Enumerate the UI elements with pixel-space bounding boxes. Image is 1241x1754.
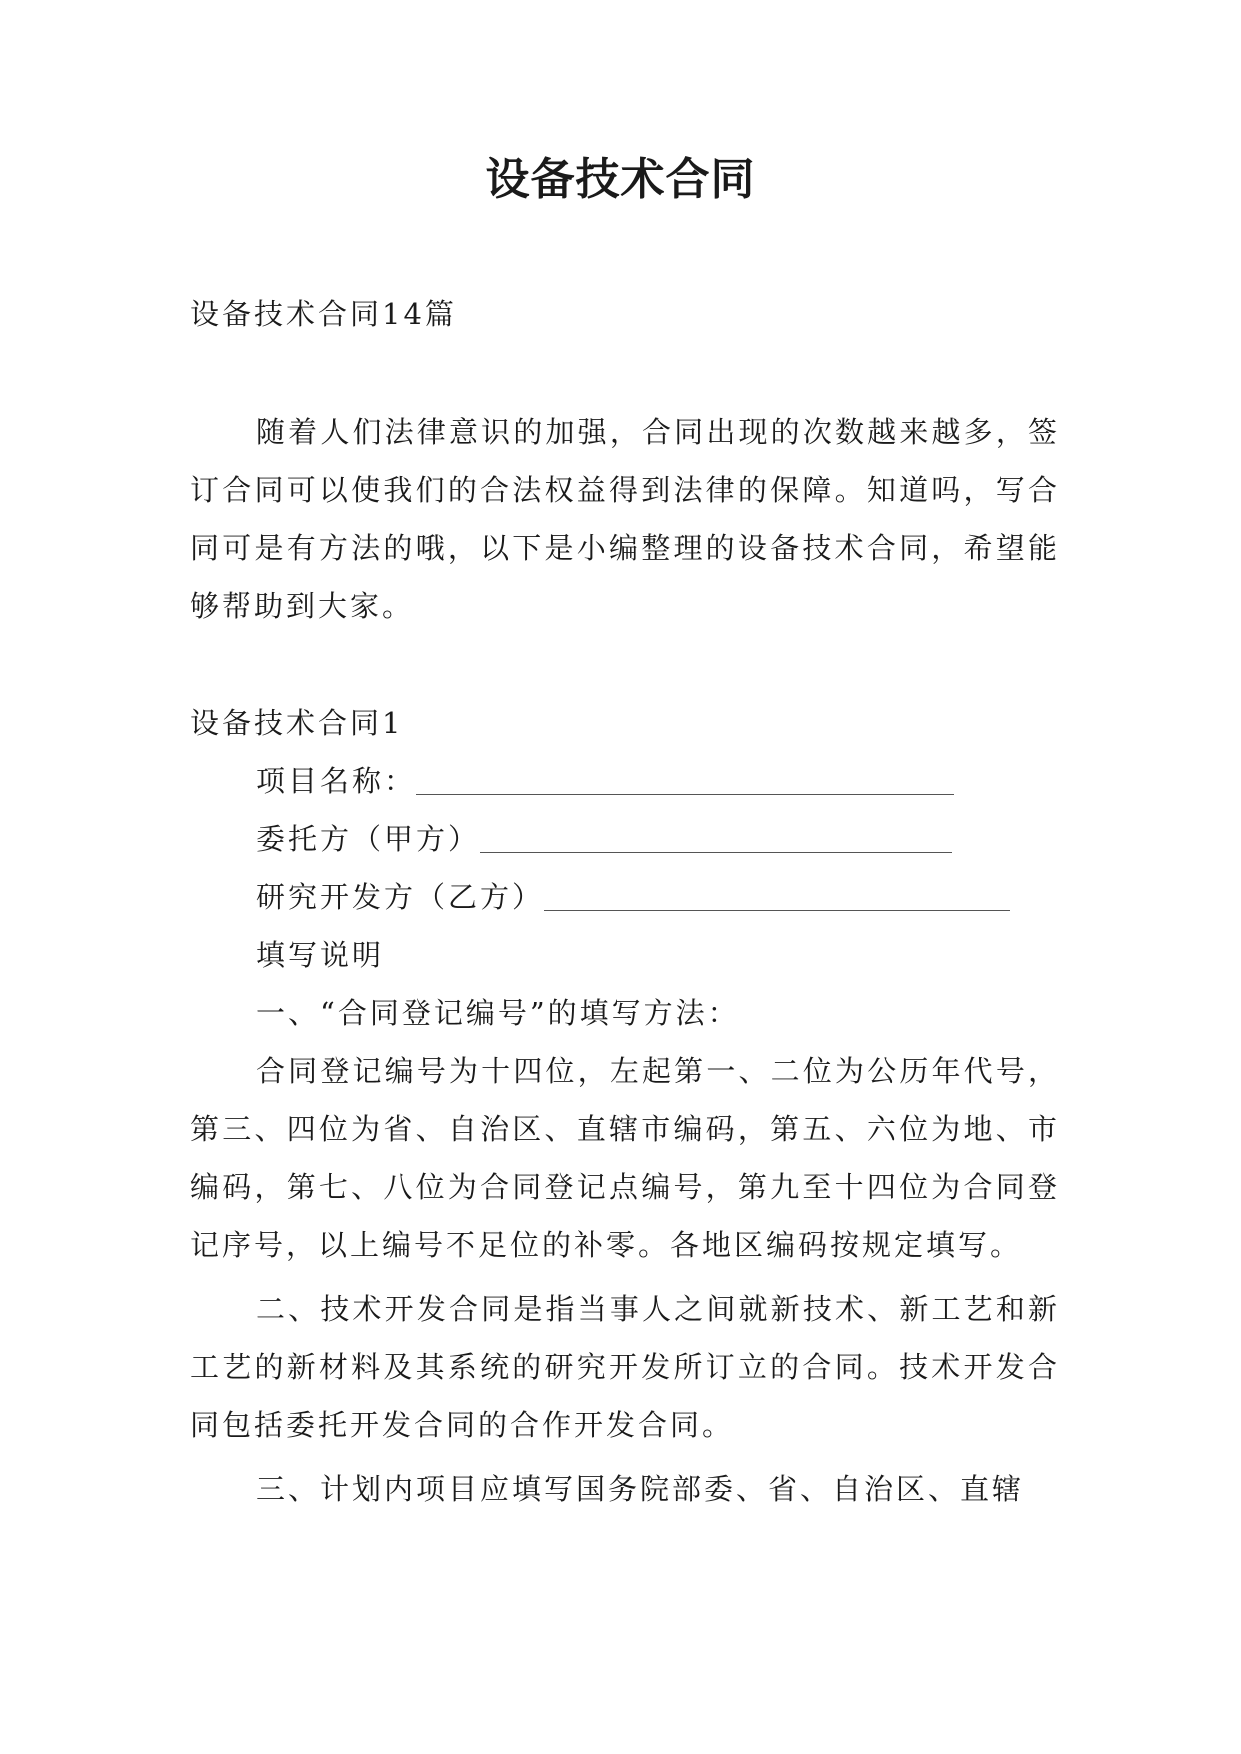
developer-label: 研究开发方（乙方） — [256, 880, 545, 914]
developer-blank[interactable] — [544, 876, 1010, 911]
section-heading: 设备技术合同1 — [190, 706, 404, 740]
item-3-body: 三、计划内项目应填写国务院部委、省、自治区、直辖 — [256, 1472, 1025, 1506]
client-blank[interactable] — [480, 818, 952, 853]
project-name-blank[interactable] — [416, 760, 954, 795]
document-title: 设备技术合同 — [485, 154, 756, 205]
contract-section-1 — [190, 694, 1060, 1518]
developer-row — [190, 868, 1060, 926]
project-name-row — [190, 752, 1060, 810]
item-2-body: 二、技术开发合同是指当事人之间就新技术、新工艺和新工艺的新材料及其系统的研究开发所订立的合同。技术开发合同包括委托开发合同的合作开发合同。 — [190, 1292, 1060, 1442]
item-1-body: 合同登记编号为十四位，左起第一、二位为公历年代号，第三、四位为省、自治区、直辖市编码，第五、六位为地、市编码，第七、八位为合同登记点编号，第九至十四位为合同登记序号，以上编号不足位的补零。各地区编码按规定填写。 — [190, 1054, 1060, 1262]
client-row — [190, 810, 1060, 868]
document-subtitle: 设备技术合同14篇 — [190, 297, 457, 331]
instructions-heading: 填写说明 — [256, 938, 385, 972]
client-label: 委托方（甲方） — [256, 822, 481, 856]
project-name-label: 项目名称： — [256, 764, 417, 798]
item-1-heading: 一、“合同登记编号”的填写方法： — [256, 996, 740, 1030]
intro-paragraph: 随着人们法律意识的加强，合同出现的次数越来越多，签订合同可以使我们的合法权益得到法律的保障。知道吗，写合同可是有方法的哦，以下是小编整理的设备技术合同，希望能够帮助到大家。 — [190, 415, 1060, 623]
